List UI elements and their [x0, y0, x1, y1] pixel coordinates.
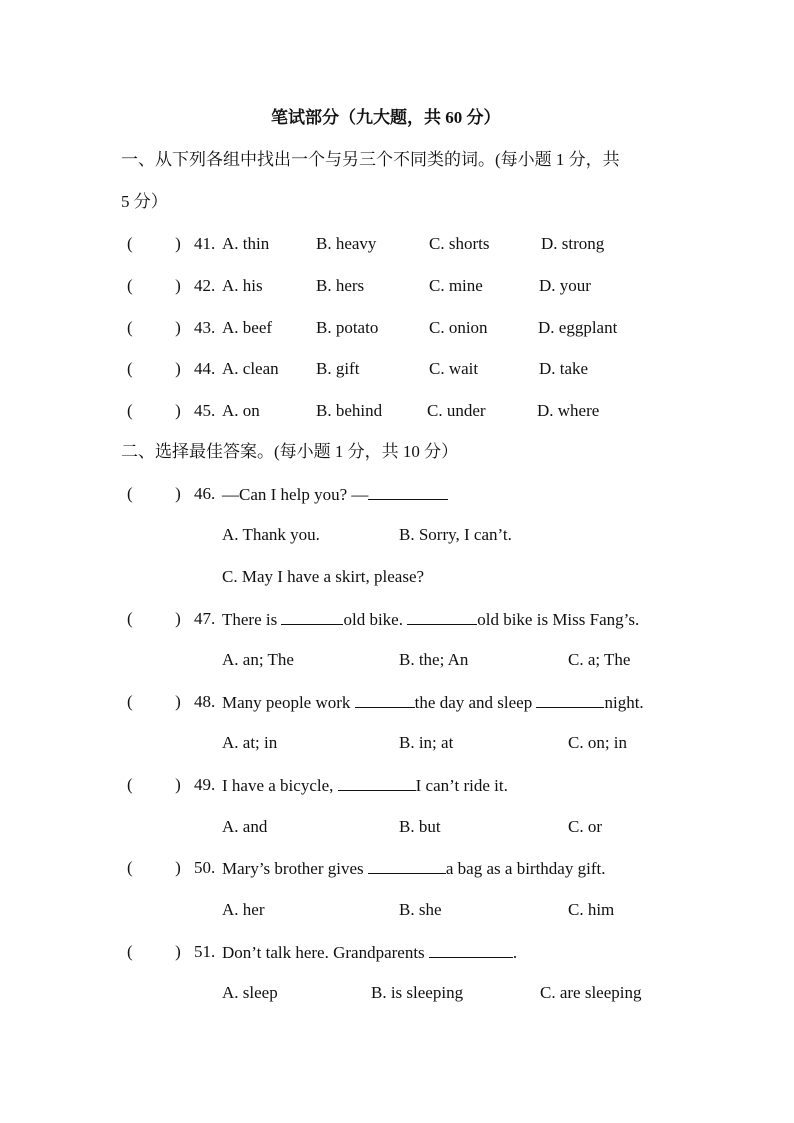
- option-c: C. on; in: [568, 733, 628, 752]
- answer-blank[interactable]: ( ): [127, 359, 181, 378]
- option-c: C. onion: [429, 318, 488, 337]
- answer-blank[interactable]: ( ): [127, 942, 181, 961]
- option-a: A. his: [222, 276, 263, 295]
- question-stem: [222, 610, 639, 628]
- option-d: D. eggplant: [538, 318, 618, 337]
- option-a: A. beef: [222, 318, 273, 337]
- question-number: 51.: [194, 942, 216, 961]
- answer-blank[interactable]: ( ): [127, 276, 181, 295]
- section-1-heading-cont: 5 分）: [121, 192, 168, 211]
- stem-text: I have a bicycle,: [222, 776, 338, 795]
- option-a: A. thin: [222, 234, 270, 253]
- option-b: B. gift: [316, 359, 360, 378]
- question-number: 43.: [194, 318, 216, 337]
- option-c: C. shorts: [429, 234, 490, 253]
- answer-blank[interactable]: ( ): [127, 692, 181, 711]
- answer-blank[interactable]: ( ): [127, 401, 181, 420]
- stem-text: Don’t talk here. Grandparents: [222, 943, 429, 962]
- option-c: C. a; The: [568, 650, 631, 669]
- section-2-heading: 二、选择最佳答案。(每小题 1 分，共 10 分）: [121, 442, 459, 461]
- question-number: 48.: [194, 692, 216, 711]
- stem-text: —Can I help you? —: [222, 485, 369, 504]
- stem-text: old bike is Miss Fang’s.: [477, 610, 640, 629]
- question-number: 41.: [194, 234, 216, 253]
- option-b: B. but: [399, 817, 441, 836]
- stem-text: There is: [222, 610, 282, 629]
- answer-blank[interactable]: ( ): [127, 775, 181, 794]
- question-number: 44.: [194, 359, 216, 378]
- option-b: B. she: [399, 900, 442, 919]
- answer-blank[interactable]: ( ): [127, 318, 181, 337]
- option-c: C. wait: [429, 359, 479, 378]
- option-a: A. sleep: [222, 983, 278, 1002]
- option-c: C. mine: [429, 276, 483, 295]
- option-b: B. heavy: [316, 234, 377, 253]
- option-c: C. May I have a skirt, please?: [222, 567, 425, 586]
- option-b: B. is sleeping: [371, 983, 464, 1002]
- option-b: B. potato: [316, 318, 379, 337]
- option-c: C. or: [568, 817, 602, 836]
- fill-blank[interactable]: [281, 610, 343, 625]
- option-d: D. where: [537, 401, 600, 420]
- question-number: 49.: [194, 775, 216, 794]
- stem-text: a bag as a birthday gift.: [445, 859, 606, 878]
- option-a: A. and: [222, 817, 268, 836]
- option-a: A. on: [222, 401, 260, 420]
- option-a: A. at; in: [222, 733, 278, 752]
- question-stem: [222, 485, 448, 503]
- question-stem: [222, 776, 508, 794]
- option-b: B. Sorry, I can’t.: [399, 525, 512, 544]
- section-1-heading: 一、从下列各组中找出一个与另三个不同类的词。(每小题 1 分，共: [121, 150, 620, 169]
- question-number: 45.: [194, 401, 216, 420]
- stem-text: I can’t ride it.: [415, 776, 508, 795]
- page-title: 笔试部分（九大题，共 60 分）: [271, 108, 501, 127]
- question-number: 46.: [194, 484, 216, 503]
- question-number: 50.: [194, 858, 216, 877]
- answer-blank[interactable]: ( ): [127, 858, 181, 877]
- option-a: A. an; The: [222, 650, 294, 669]
- option-b: B. behind: [316, 401, 383, 420]
- fill-blank[interactable]: [368, 859, 446, 874]
- answer-blank[interactable]: ( ): [127, 484, 181, 503]
- option-b: B. hers: [316, 276, 365, 295]
- fill-blank[interactable]: [355, 693, 415, 708]
- question-number: 47.: [194, 609, 216, 628]
- fill-blank[interactable]: [368, 485, 448, 500]
- answer-blank[interactable]: ( ): [127, 234, 181, 253]
- answer-blank[interactable]: ( ): [127, 609, 181, 628]
- option-b: B. the; An: [399, 650, 469, 669]
- option-d: D. take: [539, 359, 589, 378]
- option-a: A. clean: [222, 359, 279, 378]
- question-number: 42.: [194, 276, 216, 295]
- option-d: D. your: [539, 276, 591, 295]
- option-a: A. her: [222, 900, 265, 919]
- option-d: D. strong: [541, 234, 605, 253]
- stem-text: Many people work: [222, 693, 355, 712]
- fill-blank[interactable]: [338, 776, 416, 791]
- stem-text: old bike.: [343, 610, 408, 629]
- option-b: B. in; at: [399, 733, 454, 752]
- stem-text: .: [512, 943, 518, 962]
- stem-text: the day and sleep: [414, 693, 537, 712]
- fill-blank[interactable]: [429, 943, 513, 958]
- option-a: A. Thank you.: [222, 525, 320, 544]
- option-c: C. are sleeping: [540, 983, 642, 1002]
- question-stem: [222, 693, 644, 711]
- fill-blank[interactable]: [407, 610, 477, 625]
- stem-text: night.: [604, 693, 644, 712]
- question-stem: [222, 859, 605, 877]
- option-c: C. under: [427, 401, 486, 420]
- fill-blank[interactable]: [536, 693, 604, 708]
- option-c: C. him: [568, 900, 615, 919]
- question-stem: [222, 943, 517, 961]
- stem-text: Mary’s brother gives: [222, 859, 368, 878]
